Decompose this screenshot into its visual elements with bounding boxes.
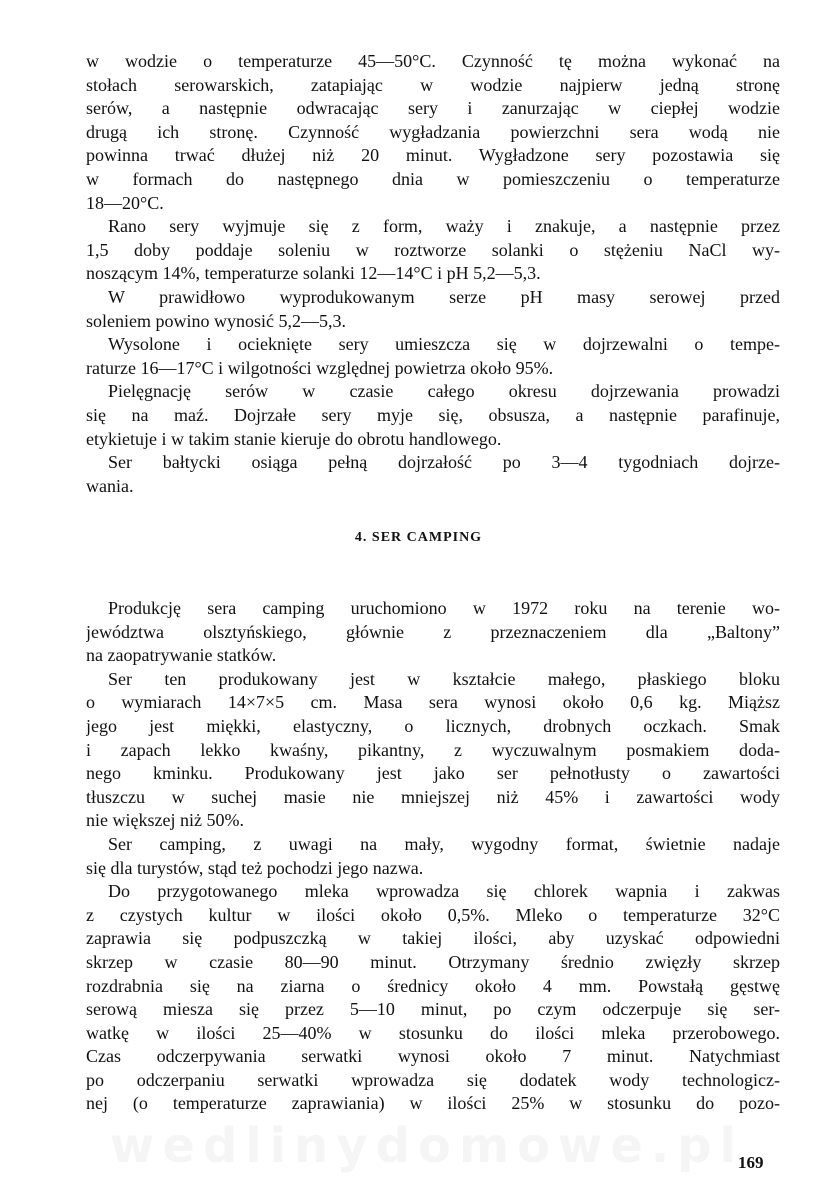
text-line: się na maź. Dojrzałe sery myje się, obsusza, a następnie parafinuje, <box>86 404 780 425</box>
text-line: w wodzie o temperaturze 45—50°C. Czynność tę można wykonać na <box>86 51 780 71</box>
text-line: zaprawia się podpuszczką w takiej ilości, aby uzyskać odpowiedni <box>86 928 780 949</box>
text-line: soleniem powino wynosić 5,2—5,3. <box>86 310 346 331</box>
text-line: 18—20°C. <box>86 192 164 213</box>
text-line: tłuszczu w suchej masie nie mniejszej niż 45% i zawartości wody <box>86 786 780 807</box>
section-heading: 4. SER CAMPING <box>354 530 483 545</box>
text-line: rozdrabnia się na ziarna o średnicy około 4 mm. Powstałą gęstwę <box>86 975 780 996</box>
text-line: Ser ten produkowany jest w kształcie małego, płaskiego bloku <box>108 668 780 689</box>
watermark: wedlinydomowe.pl <box>110 1118 744 1174</box>
text-line: W prawidłowo wyprodukowanym serze pH masy serowej przed <box>108 286 780 307</box>
text-line: Pielęgnację serów w czasie całego okresu dojrzewania prowadzi <box>108 381 780 402</box>
top-text-block <box>86 50 780 498</box>
bottom-text-block <box>86 597 780 1116</box>
text-line: raturze 16—17°C i wilgotności względnej powietrza około 95%. <box>86 357 554 378</box>
text-line: etykietuje i w takim stanie kieruje do obrotu handlowego. <box>86 428 502 449</box>
text-line: drugą ich stronę. Czynność wygładzania powierzchni sera wodą nie <box>86 121 780 142</box>
text-line: Ser bałtycki osiąga pełną dojrzałość po 3—4 tygodniach dojrze- <box>108 452 780 473</box>
page-number: 169 <box>738 1153 764 1172</box>
text-line: na zaopatrywanie statków. <box>86 645 277 666</box>
text-line: o wymiarach 14×7×5 cm. Masa sera wynosi około 0,6 kg. Miąższ <box>86 692 780 713</box>
text-line: skrzep w czasie 80—90 minut. Otrzymany średnio zwięzły skrzep <box>86 951 780 972</box>
text-line: w formach do następnego dnia w pomieszczeniu o temperaturze <box>86 168 780 189</box>
text-line: nie większej niż 50%. <box>86 810 244 831</box>
text-line: powinna trwać dłużej niż 20 minut. Wygładzone sery pozostawia się <box>86 145 780 166</box>
text-line: nego kminku. Produkowany jest jako ser pełnotłusty o zawartości <box>86 763 780 784</box>
text-line: noszącym 14%, temperaturze solanki 12—14°C i pH 5,2—5,3. <box>86 263 541 284</box>
text-line: wania. <box>86 475 134 496</box>
text-line: Do przygotowanego mleka wprowadza się chlorek wapnia i zakwas <box>108 881 780 902</box>
text-line: Rano sery wyjmuje się z form, waży i znakuje, a następnie przez <box>108 216 780 237</box>
text-line: watkę w ilości 25—40% w stosunku do ilości mleka przerobowego. <box>86 1022 780 1043</box>
text-line: Czas odczerpywania serwatki wynosi około 7 minut. Natychmiast <box>86 1046 780 1067</box>
text-line: jewództwa olsztyńskiego, głównie z przeznaczeniem dla „Baltony” <box>86 621 780 642</box>
text-line: z czystych kultur w ilości około 0,5%. Mleko o temperaturze 32°C <box>86 904 780 925</box>
text-line: jego jest miękki, elastyczny, o licznych, drobnych oczkach. Smak <box>86 715 780 736</box>
text-line: po odczerpaniu serwatki wprowadza się dodatek wody technologicz- <box>86 1069 780 1090</box>
text-line: serową miesza się przez 5—10 minut, po czym odczerpuje się ser- <box>86 999 780 1020</box>
text-line: Ser camping, z uwagi na mały, wygodny format, świetnie nadaje <box>108 833 780 854</box>
text-line: 1,5 doby poddaje soleniu w roztworze solanki o stężeniu NaCl wy- <box>86 239 780 260</box>
text-line: serów, a następnie odwracając sery i zanurzając w ciepłej wodzie <box>86 98 780 119</box>
text-line: Wysolone i ocieknięte sery umieszcza się w dojrzewalni o tempe- <box>108 334 780 355</box>
text-line: nej (o temperaturze zaprawiania) w ilości 25% w stosunku do pozo- <box>86 1093 780 1114</box>
text-line: Produkcję sera camping uruchomiono w 1972 roku na terenie wo- <box>108 598 780 618</box>
text-line: stołach serowarskich, zatapiając w wodzie najpierw jedną stronę <box>86 74 780 95</box>
text-line: i zapach lekko kwaśny, pikantny, z wyczuwalnym posmakiem doda- <box>86 739 780 760</box>
text-line: się dla turystów, stąd też pochodzi jego nazwa. <box>86 857 424 878</box>
